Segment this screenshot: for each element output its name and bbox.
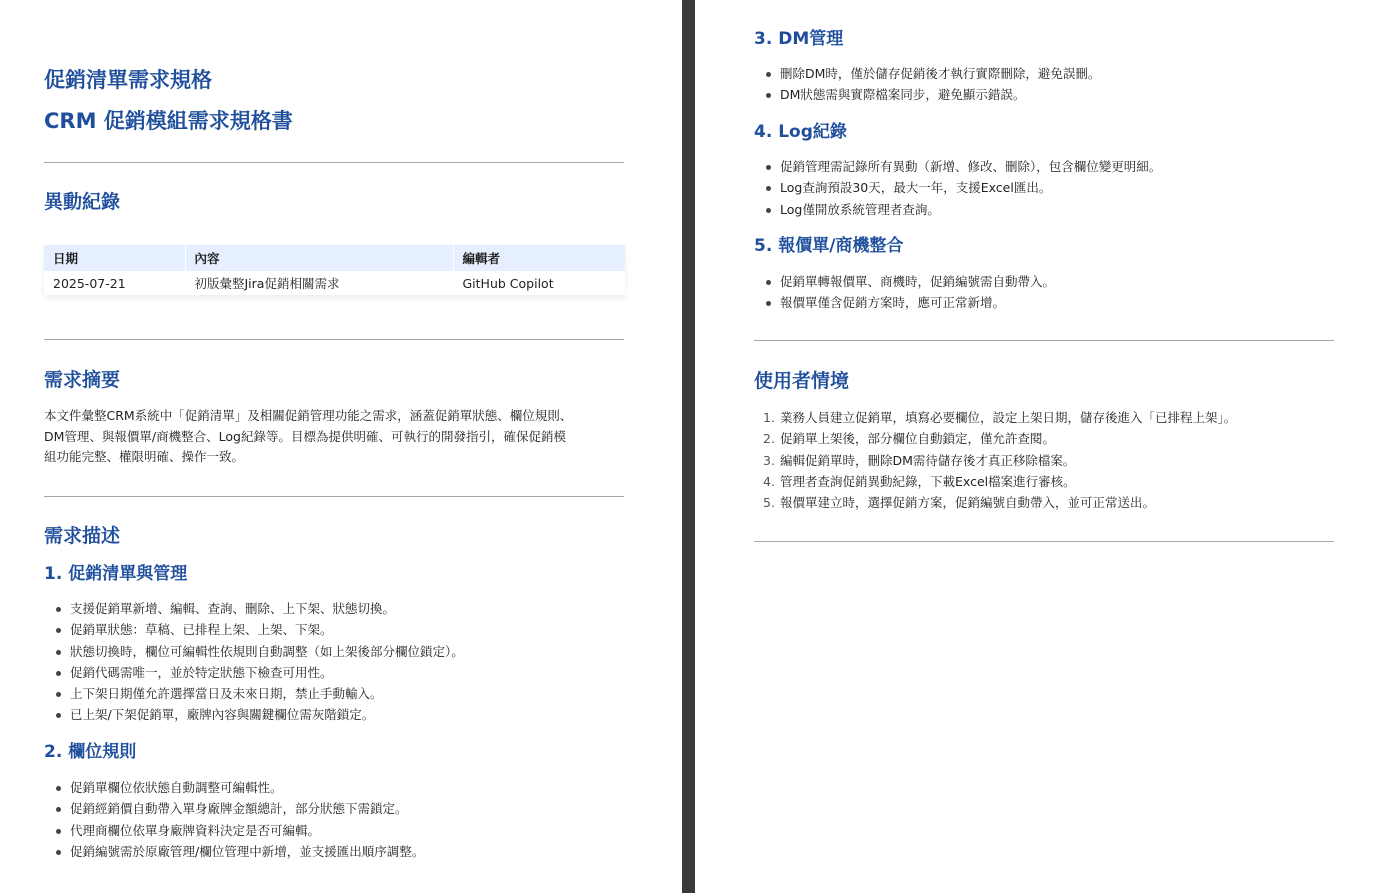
list-item [754,492,1236,513]
list-item: 促銷單欄位依狀態自動調整可編輯性。 [44,777,424,798]
summary-line: DM管理、與報價單/商機整合、Log紀錄等。目標為提供明確、可執行的開發指引，確保促銷模 [44,428,566,444]
cell-editor: GitHub Copilot [453,271,625,295]
summary-line: 本文件彙整CRM系統中「促銷清單」及相關促銷管理功能之需求，涵蓋促銷單狀態、欄位規則、 [44,408,573,423]
table-header-row [44,245,625,271]
document-page-2 [695,0,1385,893]
section-list-field-rules [44,777,424,862]
changelog-table-wrap [44,245,625,295]
list-item: 促銷單狀態：草稿、已排程上架、上架、下架。 [44,619,464,640]
column-header-content: 內容 [185,245,453,271]
summary-heading: 需求摘要 [44,369,121,391]
list-item: 支援促銷單新增、編輯、查詢、刪除、上下架、狀態切換。 [44,598,464,619]
list-item [754,471,1236,492]
divider [754,541,1334,542]
list-item [754,450,1236,471]
document-page-1 [0,0,682,893]
list-item: 刪除DM時，僅於儲存促銷後才執行實際刪除，避免誤刪。 [754,63,1100,84]
section-list-promo-list [44,598,464,726]
document-title: 促銷清單需求規格 [44,68,212,92]
item-number: 5. [763,495,775,511]
list-item: 促銷經銷價自動帶入單身廠牌金額總計，部分狀態下需鎖定。 [44,798,424,819]
divider [44,496,624,497]
item-number: 3. [763,452,775,468]
list-item: 促銷編號需於原廠管理/欄位管理中新增，並支援匯出順序調整。 [44,841,424,862]
table-row [44,271,625,295]
list-item: 促銷代碼需唯一，並於特定狀態下檢查可用性。 [44,662,464,683]
section-list-log [754,156,1161,220]
item-number: 1. [763,410,775,425]
section-list-quote-integration [754,271,1055,314]
section-list-dm [754,63,1100,106]
list-item: 上下架日期僅允許選擇當日及未來日期，禁止手動輸入。 [44,683,464,704]
divider [44,162,624,163]
divider [44,339,624,340]
section-title-dm: 3. DM管理 [754,29,844,49]
section-title-promo-list: 1. 促銷清單與管理 [44,564,188,584]
section-title-field-rules: 2. 欄位規則 [44,742,137,762]
summary-line: 組功能完整、權限明確、操作一致。 [44,449,245,464]
changelog-table [44,245,625,295]
cell-content: 初版彙整Jira促銷相關需求 [185,271,453,295]
cell-date: 2025-07-21 [53,275,126,291]
section-title-quote-integration: 5. 報價單/商機整合 [754,236,904,256]
list-item: Log查詢預設30天，最大一年，支援Excel匯出。 [754,177,1161,198]
list-item: 狀態切換時，欄位可編輯性依規則自動調整（如上架後部分欄位鎖定）。 [44,641,464,662]
item-number: 2. [763,431,775,447]
list-item: 已上架/下架促銷單，廠牌內容與關鍵欄位需灰階鎖定。 [44,704,464,725]
column-header-date: 日期 [44,245,185,271]
list-item [754,428,1236,449]
list-item: 促銷單轉報價單、商機時，促銷編號需自動帶入。 [754,271,1055,292]
section-title-log: 4. Log紀錄 [754,122,847,142]
scenarios-list [754,407,1236,513]
document-subtitle: CRM 促銷模組需求規格書 [44,109,293,133]
item-text: 管理者查詢促銷異動紀錄，下載Excel檔案進行審核。 [780,473,1076,489]
list-item: 促銷管理需記錄所有異動（新增、修改、刪除），包含欄位變更明細。 [754,156,1161,177]
page-gutter [682,0,695,893]
list-item: DM狀態需與實際檔案同步，避免顯示錯誤。 [754,84,1100,105]
list-item [754,407,1236,428]
column-header-editor: 編輯者 [453,245,625,271]
item-text: 業務人員建立促銷單，填寫必要欄位，設定上架日期，儲存後進入「已排程上架」。 [780,410,1237,425]
summary-paragraph [44,406,624,468]
list-item: 代理商欄位依單身廠牌資料決定是否可編輯。 [44,820,424,841]
item-text: 促銷單上架後，部分欄位自動鎖定，僅允許查閱。 [780,431,1056,447]
scenarios-heading: 使用者情境 [754,370,850,392]
item-text: 報價單建立時，選擇促銷方案，促銷編號自動帶入，並可正常送出。 [780,495,1156,511]
list-item: Log僅開放系統管理者查詢。 [754,199,1161,220]
list-item: 報價單僅含促銷方案時，應可正常新增。 [754,292,1055,313]
divider [754,340,1334,341]
item-number: 4. [763,473,775,489]
changelog-heading: 異動紀錄 [44,191,121,213]
description-heading: 需求描述 [44,525,121,547]
item-text: 編輯促銷單時，刪除DM需待儲存後才真正移除檔案。 [780,452,1076,468]
